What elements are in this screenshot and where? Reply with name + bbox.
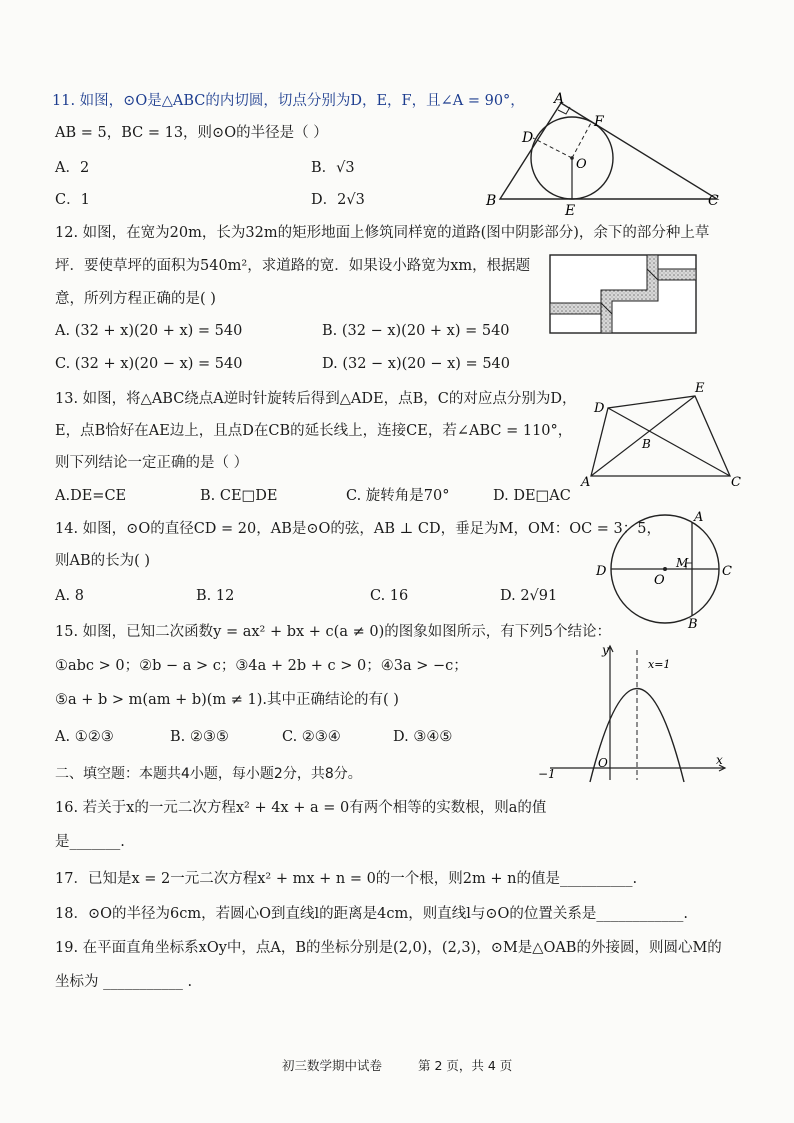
q15-label-axis: x=1: [648, 658, 671, 671]
q14-label-d: D: [596, 564, 607, 579]
q15-option-c: C. ②③④: [282, 729, 341, 745]
q12-option-d: D. (32 − x)(20 − x) = 540: [322, 356, 510, 372]
q11-figure-incircle: [480, 88, 730, 218]
q11-label-c: C: [708, 193, 719, 209]
q15-option-a: A. ①②③: [55, 729, 114, 745]
q15-figure-parabola: [530, 640, 730, 785]
q13-stem-line3: 则下列结论一定正确的是（ ）: [55, 455, 249, 471]
q14-figure-circle: [590, 505, 740, 630]
q11-label-a: A: [554, 91, 565, 107]
q14-option-c: C. 16: [370, 588, 409, 604]
q14-option-b: B. 12: [196, 588, 235, 604]
q11-option-d: D．2√3: [311, 192, 365, 208]
q14-label-m: M: [676, 556, 689, 570]
q12-stem-line3: 意，所列方程正确的是( ): [55, 291, 216, 307]
q11-option-c: C．1: [55, 192, 90, 208]
q14-option-d: D. 2√91: [500, 588, 558, 604]
q12-option-b: B. (32 − x)(20 + x) = 540: [322, 323, 510, 339]
q15-option-b: B. ②③⑤: [170, 729, 229, 745]
q11-label-d: D: [522, 130, 534, 146]
section-fill-in-title: 二、填空题：本题共4小题，每小题2分，共8分。: [55, 766, 362, 782]
q12-figure-road: [549, 254, 699, 336]
q11-label-f: F: [594, 114, 604, 130]
q13-option-c: C. 旋转角是70°: [346, 488, 450, 504]
q13-label-b: B: [642, 437, 651, 451]
q15-stem-line3: ⑤a + b > m(am + b)(m ≠ 1).其中正确结论的有( ): [55, 692, 399, 708]
q15-label-o: O: [598, 756, 608, 770]
q14-label-a: A: [694, 510, 704, 525]
q17-stem: 17．已知是x = 2一元二次方程x² + mx + n = 0的一个根，则2m + n的值是__________.: [55, 871, 638, 887]
q11-stem-line1: 11. 如图，⊙O是△ABC的内切圆，切点分别为D，E，F，且∠A = 90°，: [52, 93, 525, 109]
q13-option-d: D. DE□AC: [493, 488, 571, 504]
q11-label-b: B: [486, 193, 497, 209]
q16-stem-line1: 16. 若关于x的一元二次方程x² + 4x + a = 0有两个相等的实数根，则a的值: [55, 800, 547, 816]
q11-option-b: B．√3: [311, 160, 355, 176]
q13-label-d: D: [594, 401, 605, 416]
footer-exam-title: 初三数学期中试卷: [282, 1058, 383, 1073]
q13-label-c: C: [731, 475, 741, 490]
q11-label-e: E: [565, 203, 576, 218]
q11-stem-line2: AB = 5，BC = 13，则⊙O的半径是（ ）: [55, 125, 328, 141]
q15-label-y: y: [602, 643, 609, 657]
q15-stem-line1: 15. 如图，已知二次函数y = ax² + bx + c(a ≠ 0)的图象如图所示，有下列5个结论：: [55, 624, 611, 640]
q15-label-minus-one: −1: [538, 767, 556, 781]
q13-stem-line1: 13. 如图，将△ABC绕点A逆时针旋转后得到△ADE，点B，C的对应点分别为D，: [55, 391, 577, 407]
q11-option-a: A．2: [55, 160, 90, 176]
q13-label-e: E: [695, 381, 705, 396]
q14-stem-line2: 则AB的长为( ): [55, 553, 151, 569]
q13-label-a: A: [581, 475, 591, 490]
q12-stem-line1: 12. 如图，在宽为20m，长为32m的矩形地面上修筑同样宽的道路(图中阴影部分)，余下的部分种上草: [55, 225, 710, 241]
q14-stem-line1: 14. 如图，⊙O的直径CD = 20，AB是⊙O的弦，AB ⊥ CD，垂足为M，OM：OC = 3：5，: [55, 521, 661, 537]
q12-option-a: A. (32 + x)(20 + x) = 540: [55, 323, 243, 339]
q14-option-a: A. 8: [55, 588, 84, 604]
q14-label-b: B: [688, 617, 698, 630]
q14-label-c: C: [722, 564, 732, 579]
q13-stem-line2: E，点B恰好在AE边上，且点D在CB的延长线上，连接CE，若∠ABC = 110°，: [55, 423, 573, 439]
q12-stem-line2: 坪．要使草坪的面积为540m²，求道路的宽．如果设小路宽为xm，根据题: [55, 258, 531, 274]
q16-stem-line2: 是_______.: [55, 834, 125, 850]
q18-stem: 18．⊙O的半径为6cm，若圆心O到直线l的距离是4cm，则直线l与⊙O的位置关系是____________.: [55, 906, 688, 922]
q15-option-d: D. ③④⑤: [393, 729, 453, 745]
q15-label-x: x: [716, 753, 723, 767]
q15-stem-line2: ①abc > 0；②b − a > c；③4a + 2b + c > 0；④3a > −c；: [55, 658, 468, 674]
q12-option-c: C. (32 + x)(20 − x) = 540: [55, 356, 243, 372]
q19-stem-line2: 坐标为 ___________ .: [55, 974, 193, 990]
q19-stem-line1: 19. 在平面直角坐标系xOy中，点A，B的坐标分别是(2,0)，(2,3)，⊙M是△OAB的外接圆，则圆心M的: [55, 940, 722, 956]
q11-label-o: O: [576, 157, 587, 172]
q13-option-b: B. CE□DE: [200, 488, 278, 504]
q13-option-a: A.DE=CE: [55, 488, 127, 504]
q14-label-o: O: [654, 573, 665, 588]
q13-figure-rotation: [578, 378, 748, 493]
footer-page-number: 第 2 页，共 4 页: [418, 1058, 513, 1073]
